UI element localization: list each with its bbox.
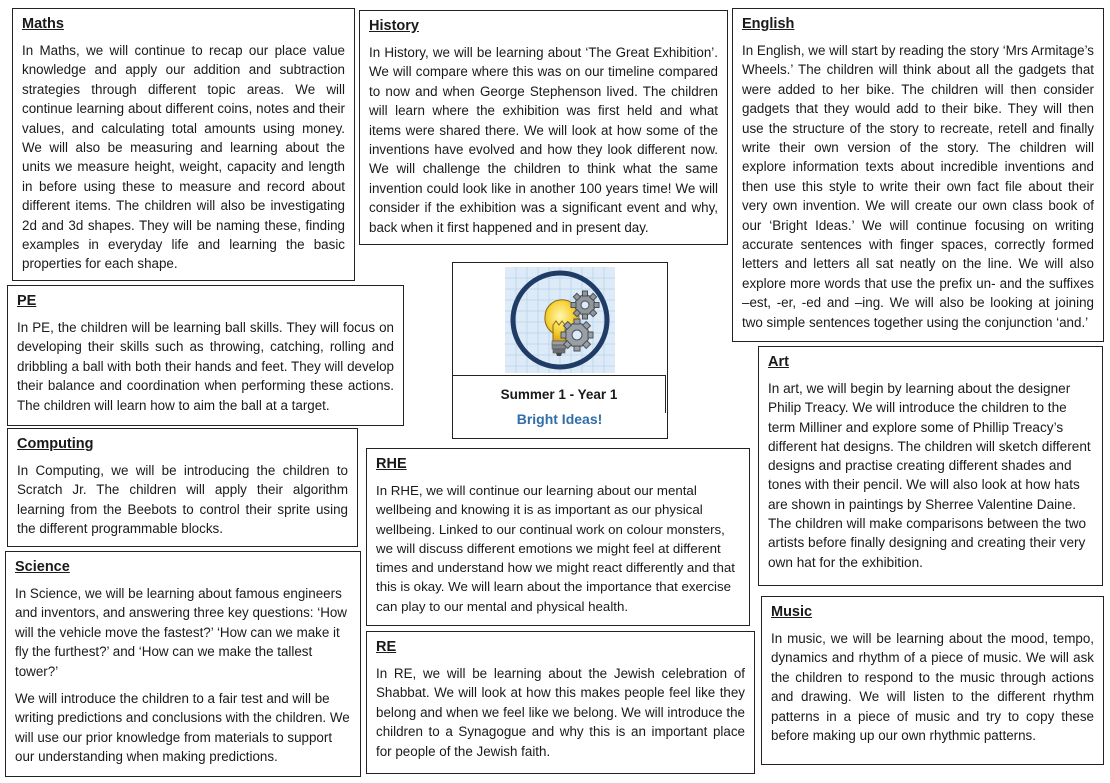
- computing-section: [7, 428, 358, 547]
- rhe-section: [366, 448, 750, 626]
- music-section: [761, 596, 1104, 765]
- re-text: In RE, we will be learning about the Jewish celebration of Shabbat. We will look at how this makes people feel like they belong and when we feel like we belong. We will introduce the children to a Synagogue and why this is an important place for people of the Jewish faith.: [376, 666, 745, 759]
- maths-section: [12, 8, 355, 281]
- rhe-text: In RHE, we will continue our learning about our mental wellbeing and knowing it is as important as our physical wellbeing. Linked to our continual work on colour monsters, we will discuss different emotions we might feel at different times and understand how we might react differently and that this is okay. We will learn about the importance that exercise can play to our mental and physical health.: [376, 483, 735, 614]
- science-section: [5, 551, 361, 777]
- computing-heading: Computing: [17, 436, 94, 452]
- history-heading: History: [369, 18, 419, 34]
- art-section: [758, 346, 1103, 586]
- music-text: In music, we will be learning about the mood, tempo, dynamics and rhythm of a piece of music. We will ask the children to respond to the music through actions and drawing. We will listen to the different rhythm patterns in a piece of music and try to copy these before making up our own rhythmic patterns.: [771, 631, 1094, 744]
- english-section: [732, 8, 1104, 342]
- pe-text: In PE, the children will be learning ball skills. They will focus on developing their skills such as throwing, catching, rolling and dribbling a ball with both their hands and feet. They will develop their balance and coordination when performing these actions. The children will learn how to aim the ball at a target.: [17, 320, 394, 413]
- science-text-1: In Science, we will be learning about famous engineers and inventors, and answering three key questions: ‘How will the vehicle move the fastest?’ ‘How can we make it fly the furthest?’ and ‘How can we make the tallest tower?’: [15, 586, 347, 679]
- pe-heading: PE: [17, 293, 37, 309]
- topic-term-title: Summer 1 - Year 1: [453, 375, 666, 413]
- topic-title-panel: [452, 262, 668, 439]
- english-text: In English, we will start by reading the story ‘Mrs Armitage’s Wheels.’ The children will think about all the gadgets that were added to her bike. The children will then consider gadgets that they would add to their bike. They will then use the structure of the story to recreate, retell and finally write their own version of the story. The children will explore information texts about incredible inventions and then use this style to write their own fact file about their very own invention. We will create our own class book of our ‘Bright Ideas.’ We will continue focusing on writing accurate sentences with finger spaces, correctly formed letters and letters all sat neatly on the line. We will also explore more words that use the prefix un- and the suffixes –est, -er, -ed and –ing. We will also be looking at joining two simple sentences together using the conjunction ‘and.’: [742, 43, 1094, 330]
- art-heading: Art: [768, 354, 789, 370]
- topic-name: Bright Ideas!: [516, 411, 603, 427]
- music-heading: Music: [771, 604, 813, 620]
- computing-text: In Computing, we will be introducing the children to Scratch Jr. The children will apply their algorithm learning from the Beebots to control their sprite using the different programmable blocks.: [17, 463, 348, 537]
- history-section: [359, 10, 728, 245]
- art-text: In art, we will begin by learning about the designer Philip Treacy. We will introduce the children to the term Milliner and explore some of Phillip Treacy’s different hat designs. The children will sketch different designs and practise creating different shades and tones with their pencil. We will also look at how hats are shown in paintings by Sherree Valentine Daine. The children will make comparisons between the two artists before finally designing and creating their very own hat for the exhibition.: [768, 381, 1091, 570]
- lightbulb-gears-icon: [505, 267, 615, 373]
- maths-heading: Maths: [22, 16, 64, 32]
- english-heading: English: [742, 16, 795, 32]
- history-text: In History, we will be learning about ‘The Great Exhibition’. We will compare where this was on our timeline compared to now and when George Stephenson lived. The children will learn where the exhibition was first held and what items were shared there. We will look at how some of the inventions have evolved and how they look different now. We will challenge the children to think what the same invention could look like in another 100 years time! We will consider if the exhibition was a significant event and why, back when it first happened and in present day.: [369, 45, 718, 235]
- re-section: [366, 631, 755, 774]
- rhe-heading: RHE: [376, 456, 407, 472]
- science-text-2: We will introduce the children to a fair test and will be writing predictions and conclusions with the children. We will use our prior knowledge from materials to support our understanding when making predictions.: [15, 691, 350, 765]
- science-heading: Science: [15, 559, 70, 575]
- re-heading: RE: [376, 639, 397, 655]
- maths-text: In Maths, we will continue to recap our place value knowledge and apply our addition and subtraction strategies through different topic areas. We will continue learning about different coins, notes and their values, and calculating total amounts using money. We will also be measuring and learning about the units we measure height, weight, capacity and length in before using these to measure and record about different items. The children will also be investigating 2d and 3d shapes. They will be naming these, finding examples in everyday life and learning the basic properties for each shape.: [22, 43, 345, 272]
- pe-section: [7, 285, 404, 426]
